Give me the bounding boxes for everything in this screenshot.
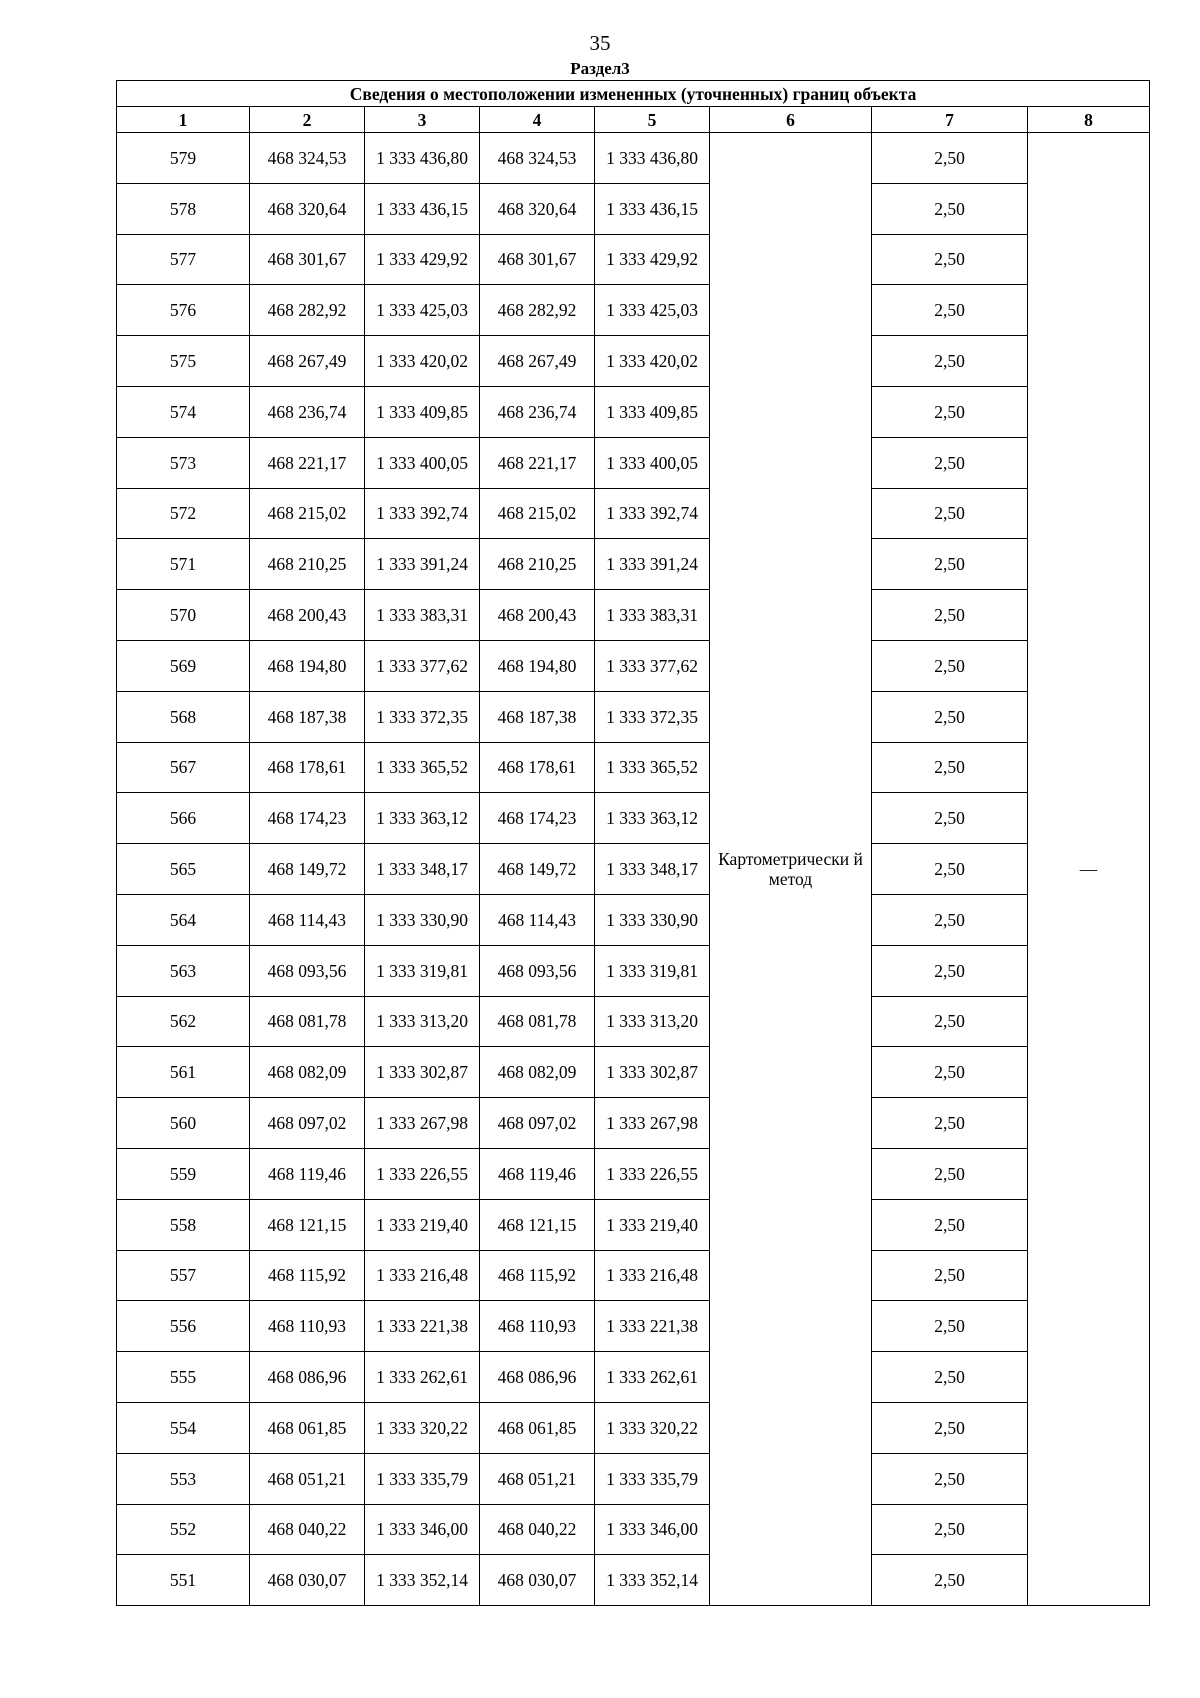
y-refined-cell: 1 333 346,00 [595,1504,710,1555]
point-number-cell: 577 [117,234,250,285]
y-existing-cell: 1 333 420,02 [365,336,480,387]
point-number-cell: 569 [117,640,250,691]
table-row [117,488,1150,539]
table-row [117,844,1150,895]
table-row [117,945,1150,996]
y-existing-cell: 1 333 221,38 [365,1301,480,1352]
point-number-cell: 560 [117,1098,250,1149]
table-row [117,1352,1150,1403]
accuracy-cell: 2,50 [872,234,1028,285]
accuracy-cell: 2,50 [872,1148,1028,1199]
y-refined-cell: 1 333 330,90 [595,894,710,945]
point-number-cell: 553 [117,1453,250,1504]
y-refined-cell: 1 333 420,02 [595,336,710,387]
y-refined-cell: 1 333 409,85 [595,386,710,437]
accuracy-cell: 2,50 [872,1402,1028,1453]
x-refined-cell: 468 187,38 [480,691,595,742]
x-refined-cell: 468 267,49 [480,336,595,387]
method-cell: Картометрически й метод [710,133,872,1606]
accuracy-cell: 2,50 [872,1504,1028,1555]
x-refined-cell: 468 282,92 [480,285,595,336]
point-number-cell: 558 [117,1199,250,1250]
y-refined-cell: 1 333 262,61 [595,1352,710,1403]
y-refined-cell: 1 333 400,05 [595,437,710,488]
y-refined-cell: 1 333 392,74 [595,488,710,539]
point-number-cell: 579 [117,133,250,184]
table-row [117,640,1150,691]
y-refined-cell: 1 333 372,35 [595,691,710,742]
accuracy-cell: 2,50 [872,590,1028,641]
y-refined-cell: 1 333 348,17 [595,844,710,895]
table-row [117,234,1150,285]
accuracy-cell: 2,50 [872,1047,1028,1098]
y-refined-cell: 1 333 425,03 [595,285,710,336]
x-existing-cell: 468 267,49 [250,336,365,387]
y-existing-cell: 1 333 429,92 [365,234,480,285]
x-refined-cell: 468 215,02 [480,488,595,539]
x-refined-cell: 468 040,22 [480,1504,595,1555]
y-existing-cell: 1 333 219,40 [365,1199,480,1250]
y-existing-cell: 1 333 226,55 [365,1148,480,1199]
x-existing-cell: 468 115,92 [250,1250,365,1301]
column-header-8: 8 [1028,107,1150,133]
y-refined-cell: 1 333 302,87 [595,1047,710,1098]
y-refined-cell: 1 333 429,92 [595,234,710,285]
x-existing-cell: 468 210,25 [250,539,365,590]
accuracy-cell: 2,50 [872,1301,1028,1352]
accuracy-cell: 2,50 [872,1199,1028,1250]
x-refined-cell: 468 081,78 [480,996,595,1047]
accuracy-cell: 2,50 [872,488,1028,539]
table-row [117,336,1150,387]
accuracy-cell: 2,50 [872,1250,1028,1301]
point-number-cell: 565 [117,844,250,895]
table-row [117,1402,1150,1453]
x-refined-cell: 468 236,74 [480,386,595,437]
y-refined-cell: 1 333 216,48 [595,1250,710,1301]
point-number-cell: 568 [117,691,250,742]
point-number-cell: 571 [117,539,250,590]
column-header-5: 5 [595,107,710,133]
accuracy-cell: 2,50 [872,742,1028,793]
x-refined-cell: 468 301,67 [480,234,595,285]
accuracy-cell: 2,50 [872,1098,1028,1149]
point-number-cell: 567 [117,742,250,793]
x-existing-cell: 468 215,02 [250,488,365,539]
point-number-cell: 561 [117,1047,250,1098]
y-existing-cell: 1 333 365,52 [365,742,480,793]
y-existing-cell: 1 333 383,31 [365,590,480,641]
y-refined-cell: 1 333 436,80 [595,133,710,184]
point-number-cell: 578 [117,183,250,234]
accuracy-cell: 2,50 [872,133,1028,184]
point-number-cell: 575 [117,336,250,387]
x-existing-cell: 468 236,74 [250,386,365,437]
column-number-row [117,107,1150,133]
point-number-cell: 572 [117,488,250,539]
table-row [117,793,1150,844]
x-existing-cell: 468 119,46 [250,1148,365,1199]
accuracy-cell: 2,50 [872,437,1028,488]
x-refined-cell: 468 324,53 [480,133,595,184]
column-header-2: 2 [250,107,365,133]
y-existing-cell: 1 333 262,61 [365,1352,480,1403]
table-row [117,437,1150,488]
y-refined-cell: 1 333 319,81 [595,945,710,996]
y-existing-cell: 1 333 348,17 [365,844,480,895]
y-existing-cell: 1 333 436,15 [365,183,480,234]
y-existing-cell: 1 333 391,24 [365,539,480,590]
column-header-1: 1 [117,107,250,133]
x-refined-cell: 468 061,85 [480,1402,595,1453]
x-refined-cell: 468 210,25 [480,539,595,590]
accuracy-cell: 2,50 [872,996,1028,1047]
x-existing-cell: 468 114,43 [250,894,365,945]
column-header-6: 6 [710,107,872,133]
y-refined-cell: 1 333 226,55 [595,1148,710,1199]
point-number-cell: 557 [117,1250,250,1301]
y-existing-cell: 1 333 267,98 [365,1098,480,1149]
x-existing-cell: 468 187,38 [250,691,365,742]
accuracy-cell: 2,50 [872,336,1028,387]
y-existing-cell: 1 333 330,90 [365,894,480,945]
accuracy-cell: 2,50 [872,640,1028,691]
point-number-cell: 551 [117,1555,250,1606]
x-existing-cell: 468 174,23 [250,793,365,844]
boundary-coordinates-table [116,80,1150,1606]
y-refined-cell: 1 333 313,20 [595,996,710,1047]
accuracy-cell: 2,50 [872,894,1028,945]
x-refined-cell: 468 110,93 [480,1301,595,1352]
table-row [117,285,1150,336]
y-existing-cell: 1 333 335,79 [365,1453,480,1504]
table-row [117,1148,1150,1199]
table-caption: Сведения о местоположении измененных (уточненных) границ объекта [117,81,1150,107]
x-existing-cell: 468 086,96 [250,1352,365,1403]
point-number-cell: 556 [117,1301,250,1352]
point-number-cell: 573 [117,437,250,488]
y-existing-cell: 1 333 352,14 [365,1555,480,1606]
x-existing-cell: 468 110,93 [250,1301,365,1352]
y-refined-cell: 1 333 377,62 [595,640,710,691]
point-number-cell: 552 [117,1504,250,1555]
table-row [117,1047,1150,1098]
y-existing-cell: 1 333 320,22 [365,1402,480,1453]
point-number-cell: 554 [117,1402,250,1453]
x-refined-cell: 468 121,15 [480,1199,595,1250]
x-existing-cell: 468 324,53 [250,133,365,184]
column-header-4: 4 [480,107,595,133]
y-refined-cell: 1 333 363,12 [595,793,710,844]
x-existing-cell: 468 121,15 [250,1199,365,1250]
y-refined-cell: 1 333 383,31 [595,590,710,641]
x-refined-cell: 468 200,43 [480,590,595,641]
x-refined-cell: 468 097,02 [480,1098,595,1149]
accuracy-cell: 2,50 [872,793,1028,844]
x-existing-cell: 468 178,61 [250,742,365,793]
y-existing-cell: 1 333 319,81 [365,945,480,996]
y-existing-cell: 1 333 436,80 [365,133,480,184]
table-row [117,1504,1150,1555]
point-number-cell: 576 [117,285,250,336]
table-row [117,1250,1150,1301]
x-refined-cell: 468 221,17 [480,437,595,488]
y-existing-cell: 1 333 392,74 [365,488,480,539]
y-existing-cell: 1 333 372,35 [365,691,480,742]
x-refined-cell: 468 174,23 [480,793,595,844]
table-row [117,742,1150,793]
accuracy-cell: 2,50 [872,386,1028,437]
x-refined-cell: 468 119,46 [480,1148,595,1199]
column-header-7: 7 [872,107,1028,133]
x-existing-cell: 468 040,22 [250,1504,365,1555]
table-row [117,894,1150,945]
y-refined-cell: 1 333 335,79 [595,1453,710,1504]
point-number-cell: 570 [117,590,250,641]
accuracy-cell: 2,50 [872,691,1028,742]
table-row [117,590,1150,641]
y-refined-cell: 1 333 267,98 [595,1098,710,1149]
x-refined-cell: 468 178,61 [480,742,595,793]
table-row [117,183,1150,234]
page-number: 35 [589,31,611,55]
y-refined-cell: 1 333 391,24 [595,539,710,590]
point-number-cell: 563 [117,945,250,996]
accuracy-cell: 2,50 [872,539,1028,590]
y-existing-cell: 1 333 377,62 [365,640,480,691]
column-header-3: 3 [365,107,480,133]
y-refined-cell: 1 333 320,22 [595,1402,710,1453]
x-refined-cell: 468 115,92 [480,1250,595,1301]
x-existing-cell: 468 200,43 [250,590,365,641]
table-row [117,133,1150,184]
accuracy-cell: 2,50 [872,285,1028,336]
y-refined-cell: 1 333 219,40 [595,1199,710,1250]
x-existing-cell: 468 149,72 [250,844,365,895]
x-existing-cell: 468 093,56 [250,945,365,996]
x-refined-cell: 468 149,72 [480,844,595,895]
x-refined-cell: 468 051,21 [480,1453,595,1504]
table-row [117,996,1150,1047]
y-existing-cell: 1 333 409,85 [365,386,480,437]
x-existing-cell: 468 061,85 [250,1402,365,1453]
x-refined-cell: 468 114,43 [480,894,595,945]
table-row [117,1555,1150,1606]
accuracy-cell: 2,50 [872,183,1028,234]
x-existing-cell: 468 301,67 [250,234,365,285]
y-existing-cell: 1 333 363,12 [365,793,480,844]
point-number-cell: 559 [117,1148,250,1199]
x-refined-cell: 468 082,09 [480,1047,595,1098]
table-caption-row [117,81,1150,107]
x-existing-cell: 468 320,64 [250,183,365,234]
x-existing-cell: 468 082,09 [250,1047,365,1098]
section-title: Раздел3 [570,59,630,78]
accuracy-cell: 2,50 [872,1352,1028,1403]
x-existing-cell: 468 282,92 [250,285,365,336]
x-existing-cell: 468 030,07 [250,1555,365,1606]
y-refined-cell: 1 333 365,52 [595,742,710,793]
accuracy-cell: 2,50 [872,1555,1028,1606]
column8-dash-cell: — [1028,133,1150,1606]
x-existing-cell: 468 221,17 [250,437,365,488]
accuracy-cell: 2,50 [872,945,1028,996]
x-refined-cell: 468 030,07 [480,1555,595,1606]
point-number-cell: 574 [117,386,250,437]
x-refined-cell: 468 320,64 [480,183,595,234]
accuracy-cell: 2,50 [872,1453,1028,1504]
point-number-cell: 555 [117,1352,250,1403]
y-existing-cell: 1 333 346,00 [365,1504,480,1555]
x-existing-cell: 468 051,21 [250,1453,365,1504]
x-existing-cell: 468 097,02 [250,1098,365,1149]
x-refined-cell: 468 093,56 [480,945,595,996]
table-row [117,1098,1150,1149]
point-number-cell: 564 [117,894,250,945]
table-row [117,1301,1150,1352]
accuracy-cell: 2,50 [872,844,1028,895]
y-existing-cell: 1 333 425,03 [365,285,480,336]
table-row [117,539,1150,590]
table-row [117,386,1150,437]
table-row [117,691,1150,742]
y-refined-cell: 1 333 436,15 [595,183,710,234]
y-existing-cell: 1 333 400,05 [365,437,480,488]
point-number-cell: 562 [117,996,250,1047]
y-refined-cell: 1 333 352,14 [595,1555,710,1606]
y-existing-cell: 1 333 302,87 [365,1047,480,1098]
y-existing-cell: 1 333 313,20 [365,996,480,1047]
x-existing-cell: 468 194,80 [250,640,365,691]
x-existing-cell: 468 081,78 [250,996,365,1047]
y-existing-cell: 1 333 216,48 [365,1250,480,1301]
table-row [117,1453,1150,1504]
point-number-cell: 566 [117,793,250,844]
x-refined-cell: 468 086,96 [480,1352,595,1403]
x-refined-cell: 468 194,80 [480,640,595,691]
table-row [117,1199,1150,1250]
y-refined-cell: 1 333 221,38 [595,1301,710,1352]
